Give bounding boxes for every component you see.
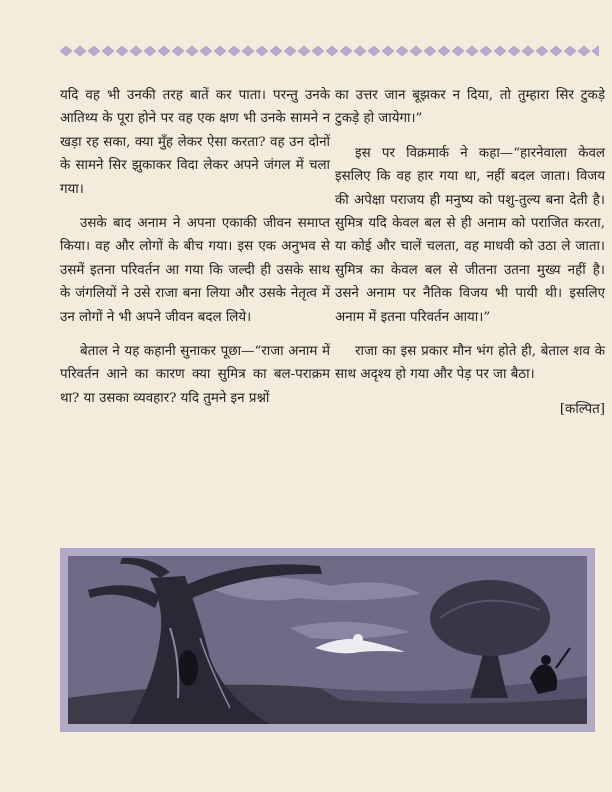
border-diamond bbox=[326, 46, 338, 56]
paragraph: बेताल ने यह कहानी सुनाकर पूछा—“राजा अनाम में परिवर्तन आने का कारण क्या सुमित्र का बल-पराक्रम था? या उसका व्यवहार? यदि तुमने इन प्रश्नों bbox=[60, 344, 330, 406]
border-diamond bbox=[312, 46, 324, 56]
border-diamond bbox=[578, 46, 590, 56]
border-diamond bbox=[214, 46, 226, 56]
border-diamond bbox=[508, 46, 520, 56]
border-diamond bbox=[396, 46, 408, 56]
border-diamond bbox=[564, 46, 576, 56]
border-diamond bbox=[172, 46, 184, 56]
border-diamond bbox=[60, 46, 72, 56]
border-diamond bbox=[592, 46, 599, 56]
source-tag: [कल्पित] bbox=[559, 401, 605, 417]
border-diamond bbox=[228, 46, 240, 56]
border-diamond bbox=[424, 46, 436, 56]
ornamental-border bbox=[54, 44, 599, 58]
left-column bbox=[60, 84, 330, 421]
border-diamond bbox=[130, 46, 142, 56]
paragraph: का उत्तर जान बूझकर न दिया, तो तुम्हारा सिर टुकड़े टुकड़े हो जायेगा।” bbox=[335, 88, 605, 127]
border-diamond bbox=[256, 46, 268, 56]
border-diamond bbox=[158, 46, 170, 56]
border-diamond bbox=[88, 46, 100, 56]
paragraph: इस पर विक्रमार्क ने कहा—“हारनेवाला केवल इसलिए कि वह हार गया था, नहीं बदल जाता। विजय की अपेक्षा पराजय ही मनुष्य को पशु-तुल्य बना देती है। सुमित्र यदि केवल बल से ही अनाम को पराजित करता, या कोई और चालें चलता, वह माधवी को उठा ले जाता। सुमित्र का केवल बल से जीतना उतना मुख्य नहीं है। उसने अनाम पर नैतिक विजय भी पायी थी। इसलिए अनाम में इतना परिवर्तन आया।” bbox=[335, 145, 605, 325]
paragraph: यदि वह भी उनकी तरह बातें कर पाता। परन्तु उनके आतिथ्य के पूरा होने पर वह एक क्षण भी उनके सामने न खड़ा रह सका, क्या मुँह लेकर ऐसा करता? वह उन दोनों के सामने सिर झुकाकर विदा लेकर अपने जंगल में चला गया। bbox=[60, 88, 330, 197]
border-diamond bbox=[298, 46, 310, 56]
night-scene-image bbox=[60, 548, 595, 732]
border-diamond bbox=[340, 46, 352, 56]
paragraph: राजा का इस प्रकार मौन भंग होते ही, बेताल शव के साथ अदृश्य हो गया और पेड़ पर जा बैठा। bbox=[335, 344, 605, 383]
border-diamond bbox=[522, 46, 534, 56]
border-diamond bbox=[382, 46, 394, 56]
border-diamond bbox=[200, 46, 212, 56]
border-diamond bbox=[284, 46, 296, 56]
border-diamond bbox=[452, 46, 464, 56]
border-diamond bbox=[494, 46, 506, 56]
border-diamond bbox=[480, 46, 492, 56]
border-diamond bbox=[536, 46, 548, 56]
border-diamond bbox=[550, 46, 562, 56]
border-diamond bbox=[466, 46, 478, 56]
border-diamond bbox=[242, 46, 254, 56]
border-diamond bbox=[186, 46, 198, 56]
border-diamond bbox=[354, 46, 366, 56]
border-diamond bbox=[270, 46, 282, 56]
right-column bbox=[335, 84, 605, 421]
border-diamond bbox=[116, 46, 128, 56]
border-diamond bbox=[368, 46, 380, 56]
border-diamond bbox=[438, 46, 450, 56]
border-diamond bbox=[144, 46, 156, 56]
story-illustration bbox=[60, 548, 595, 732]
border-diamond bbox=[102, 46, 114, 56]
paragraph: उसके बाद अनाम ने अपना एकाकी जीवन समाप्त किया। वह और लोगों के बीच गया। इस एक अनुभव से उसमें इतना परिवर्तन आ गया कि जल्दी ही उसके साथ के जंगलियों ने उसे राजा बना लिया और उसके नेतृत्व में उन लोगों ने भी अपने जीवन बदल लिये। bbox=[60, 216, 330, 325]
border-diamond bbox=[410, 46, 422, 56]
border-diamond bbox=[74, 46, 86, 56]
